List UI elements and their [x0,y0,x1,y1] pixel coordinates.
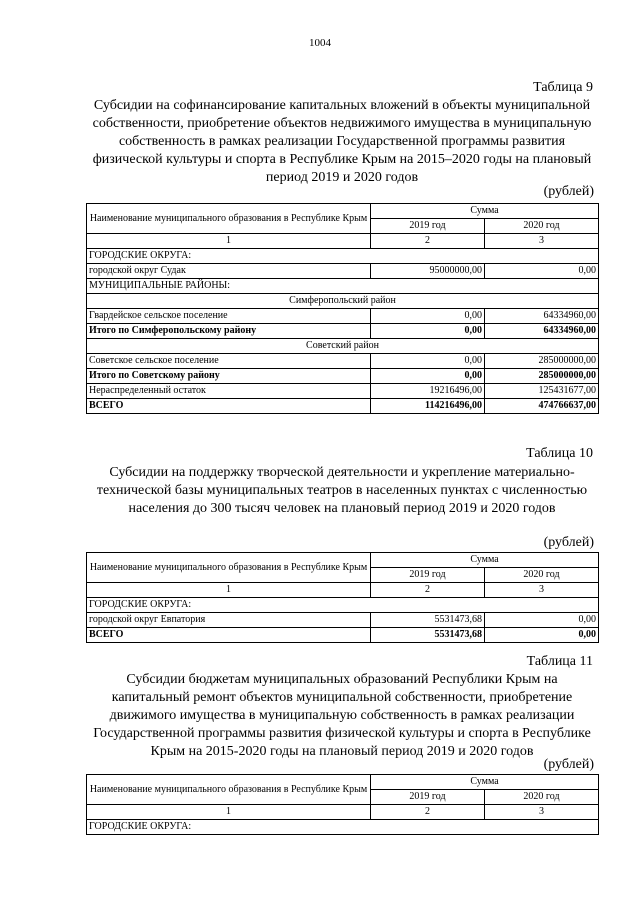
table11-year-2020: 2020 год [485,790,599,805]
row-value-2020: 0,00 [485,628,599,643]
page-number: 1004 [309,37,331,49]
table-row [87,264,599,279]
district-header: Симферопольский район [87,294,599,309]
table11-index-row [87,805,599,820]
table10-idx3: 3 [485,583,599,598]
row-value-2019: 95000000,00 [371,264,485,279]
table10 [86,552,599,643]
table10-name-header: Наименование муниципального образования в Республике Крым [87,553,371,583]
table9 [86,203,599,414]
table9-idx3: 3 [485,234,599,249]
table11-label: Таблица 11 [526,654,593,669]
table-row-total [87,324,599,339]
table9-index-row [87,234,599,249]
table9-unit: (рублей) [543,184,594,199]
row-value-2020: 125431677,00 [485,384,599,399]
table11-unit: (рублей) [543,757,594,772]
table9-label: Таблица 9 [533,80,593,95]
table10-header-row [87,553,599,568]
table11-sum-header: Сумма [371,775,599,790]
table-row [87,294,599,309]
district-header: Советский район [87,339,599,354]
table11-header-row [87,775,599,790]
table11-name-header: Наименование муниципального образования в Республике Крым [87,775,371,805]
table11-idx3: 3 [485,805,599,820]
row-value-2020: 285000000,00 [485,354,599,369]
table9-year-2020: 2020 год [485,219,599,234]
table11-idx2: 2 [371,805,485,820]
table-row [87,354,599,369]
table9-sum-header: Сумма [371,204,599,219]
table-row [87,384,599,399]
table9-year-2019: 2019 год [371,219,485,234]
table10-title: Субсидии на поддержку творческой деятельности и укрепление материально-технической базы муниципальных театров в населенных пунктах с численностью населения до 300 тысяч человек на плановый период 2019 и 2020 годов [96,465,588,516]
table10-unit: (рублей) [543,535,594,550]
table11 [86,774,599,835]
table11-year-2019: 2019 год [371,790,485,805]
row-name: Итого по Советскому району [87,369,371,384]
section-cities: ГОРОДСКИЕ ОКРУГА: [87,598,599,613]
row-value-2020: 474766637,00 [485,399,599,414]
table-row [87,598,599,613]
row-name: ВСЕГО [87,399,371,414]
table10-idx1: 1 [87,583,371,598]
row-name: Итого по Симферопольскому району [87,324,371,339]
row-value-2019: 114216496,00 [371,399,485,414]
table10-index-row [87,583,599,598]
row-value-2020: 64334960,00 [485,309,599,324]
table-row [87,613,599,628]
table-row-total [87,369,599,384]
row-name: Гвардейское сельское поселение [87,309,371,324]
table-row [87,249,599,264]
table11-title: Субсидии бюджетам муниципальных образований Республики Крым на капитальный ремонт объектов муниципальной собственности, приобретение движимого имущества в муниципальную собственность в рамках реализации Государственной программы развития физической культуры и спорта в Республике Крым на 2015-2020 годы на плановый период 2019 и 2020 годов [93,672,591,759]
row-value-2019: 5531473,68 [371,628,485,643]
row-value-2019: 5531473,68 [371,613,485,628]
table9-header-row [87,204,599,219]
table9-idx1: 1 [87,234,371,249]
table-row-grand-total [87,628,599,643]
row-value-2019: 0,00 [371,369,485,384]
row-value-2019: 19216496,00 [371,384,485,399]
table-row [87,339,599,354]
table10-label: Таблица 10 [526,446,593,461]
row-value-2020: 0,00 [485,613,599,628]
table9-idx2: 2 [371,234,485,249]
table9-title: Субсидии на софинансирование капитальных вложений в объекты муниципальной собственности, приобретение объектов недвижимого имущества в муниципальную собственность в рамках реализации Государственной программы развития физической культуры и спорта в Республике Крым на 2015–2020 годы на плановый период 2019 и 2020 годов [92,98,592,185]
section-cities: ГОРОДСКИЕ ОКРУГА: [87,820,599,835]
section-districts: МУНИЦИПАЛЬНЫЕ РАЙОНЫ: [87,279,599,294]
row-name: городской округ Судак [87,264,371,279]
table9-name-header: Наименование муниципального образования в Республике Крым [87,204,371,234]
row-name: городской округ Евпатория [87,613,371,628]
table11-idx1: 1 [87,805,371,820]
table-row [87,820,599,835]
row-value-2020: 285000000,00 [485,369,599,384]
row-name: ВСЕГО [87,628,371,643]
table-row [87,279,599,294]
row-value-2019: 0,00 [371,309,485,324]
table-row-grand-total [87,399,599,414]
table-row [87,309,599,324]
row-name: Советское сельское поселение [87,354,371,369]
row-value-2020: 64334960,00 [485,324,599,339]
row-name: Нераспределенный остаток [87,384,371,399]
row-value-2019: 0,00 [371,354,485,369]
section-cities: ГОРОДСКИЕ ОКРУГА: [87,249,599,264]
table10-year-2019: 2019 год [371,568,485,583]
row-value-2020: 0,00 [485,264,599,279]
row-value-2019: 0,00 [371,324,485,339]
table10-idx2: 2 [371,583,485,598]
table10-sum-header: Сумма [371,553,599,568]
table10-year-2020: 2020 год [485,568,599,583]
